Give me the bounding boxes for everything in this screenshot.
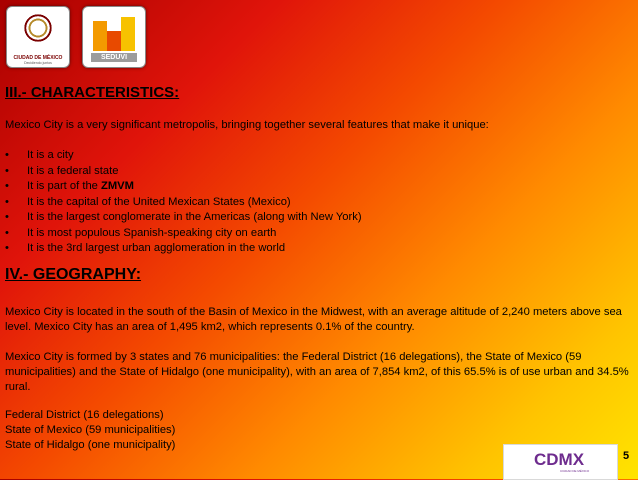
list-item-text: It is part of the — [27, 180, 101, 192]
characteristics-list — [5, 148, 362, 257]
bullet-icon: • — [5, 149, 9, 161]
cdmx-logo — [6, 6, 70, 68]
cdmx-badge-text: CDMX — [534, 450, 585, 469]
bullet-icon: • — [5, 226, 9, 239]
list-item-text: It is a city — [27, 149, 74, 161]
list-item-text: It is the largest conglomerate in the Americas (along with New York) — [27, 211, 362, 223]
seal-icon — [23, 13, 53, 43]
list-item — [5, 148, 362, 164]
bullet-icon: • — [5, 180, 9, 192]
geography-heading: IV.- GEOGRAPHY: — [5, 266, 142, 283]
list-item — [5, 210, 362, 226]
bar-graphic-icon — [93, 17, 135, 51]
list-item: State of Hidalgo (one municipality) — [5, 439, 176, 451]
list-item-text: It is most populous Spanish-speaking city on earth — [27, 226, 277, 239]
list-item: Federal District (16 delegations) — [5, 409, 164, 421]
cdmx-badge — [503, 444, 618, 480]
list-item — [5, 241, 362, 257]
cdmx-logo-subcaption: Decidiendo juntos — [24, 61, 52, 65]
zmvm-term: ZMVM — [101, 180, 134, 192]
list-item-text: It is the capital of the United Mexican States (Mexico) — [27, 195, 291, 208]
page-number: 5 — [623, 450, 630, 462]
bullet-icon: • — [5, 211, 9, 223]
list-item — [5, 164, 362, 180]
list-item: State of Mexico (59 municipalities) — [5, 424, 176, 436]
list-item — [5, 226, 362, 242]
cdmx-badge-subtext: CIUDAD DE MÉXICO — [560, 469, 590, 473]
list-item — [5, 179, 362, 195]
list-item — [5, 195, 362, 211]
list-item-text: It is a federal state — [27, 164, 119, 177]
geography-paragraph-composition: Mexico City is formed by 3 states and 76 municipalities: the Federal District (16 delegations), the State of Mexico (59 municipalities) and the State of Hidalgo (one municipality), with an area of 7,854 km2, of this 65.5% is of use urban and 34.5% rural. — [5, 351, 629, 393]
list-item-text: It is the 3rd largest urban agglomeration in the world — [27, 242, 286, 254]
characteristics-intro: Mexico City is a very significant metropolis, bringing together several features that make it unique: — [5, 119, 489, 131]
bullet-icon: • — [5, 242, 9, 254]
geography-paragraph-location: Mexico City is located in the south of the Basin of Mexico in the Midwest, with an average altitude of 2,240 meters above sea level. Mexico City has an area of 1,495 km2, which represents 0.1% of the country. — [5, 306, 622, 333]
bullet-icon: • — [5, 164, 9, 177]
characteristics-heading: III.- CHARACTERISTICS: — [5, 84, 180, 101]
seduvi-logo — [82, 6, 146, 68]
cdmx-logo-caption: CIUDAD DE MÉXICO — [13, 55, 63, 61]
bullet-icon: • — [5, 195, 9, 208]
seduvi-logo-caption: SEDUVI — [91, 53, 137, 62]
